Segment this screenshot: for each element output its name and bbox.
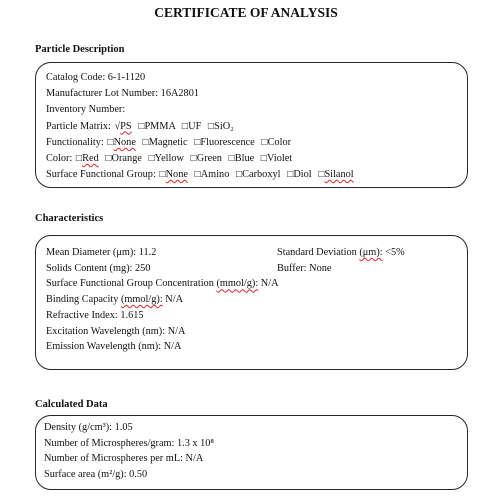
- lot-number-label: Manufacturer Lot Number:: [46, 88, 159, 100]
- surface-area-value: 0.50: [129, 468, 148, 480]
- standard-deviation-field: [277, 245, 405, 261]
- particle-matrix-option-pmma: [138, 121, 175, 132]
- mean-diameter-value: 11.2: [138, 247, 157, 258]
- color-option-red: [76, 153, 99, 164]
- refractive-index-value: 1.615: [120, 309, 144, 321]
- emission-wavelength-label: Emission Wavelength: [46, 341, 136, 353]
- solids-content-label: Solids Content: [46, 262, 107, 274]
- option-label-magnetic: Magnetic: [148, 136, 188, 148]
- functionality-option-fluorescence: [194, 137, 255, 148]
- option-label-green: Green: [196, 153, 222, 165]
- color-option-yellow: [148, 153, 184, 164]
- excitation-wavelength-row: [46, 324, 467, 340]
- microspheres-per-gram-label: Number of Microspheres/gram:: [44, 437, 175, 449]
- checkbox-icon: □: [261, 136, 268, 148]
- lot-number-value: 16A2801: [160, 88, 199, 100]
- checkbox-icon: □: [107, 136, 114, 148]
- option-label-none: None: [113, 136, 136, 148]
- checkbox-icon: □: [194, 136, 201, 148]
- inventory-number-label: Inventory Number:: [46, 104, 126, 116]
- surface-group-option-carboxyl: [236, 169, 281, 180]
- standard-deviation-label: Standard Deviation: [277, 247, 357, 258]
- checkbox-icon: □: [105, 153, 112, 165]
- functionality-option-color: [261, 137, 291, 148]
- surface-group-option-silanol: [318, 169, 353, 180]
- option-label-orange: Orange: [111, 153, 142, 165]
- option-label-none: None: [165, 169, 188, 181]
- option-label-ps: PS: [120, 120, 132, 132]
- surface-group-concentration-row: [46, 276, 467, 292]
- checkbox-icon: □: [142, 136, 149, 148]
- binding-capacity-value: N/A: [165, 294, 184, 306]
- color-option-blue: [229, 153, 255, 164]
- surface-group-option-none: [159, 169, 188, 180]
- surface-functional-group-row: [46, 167, 467, 183]
- mean-diameter-field: [46, 245, 277, 261]
- microspheres-per-gram-row: [44, 436, 467, 452]
- surface-group-option-diol: [287, 169, 312, 180]
- option-label-blue: Blue: [234, 153, 255, 165]
- option-label-red: Red: [82, 153, 99, 165]
- surface-group-concentration-label: Surface Functional Group Concentration: [46, 278, 214, 290]
- surface-area-label: Surface area: [44, 468, 96, 480]
- surface-functional-group-label: Surface Functional Group:: [46, 169, 156, 181]
- solids-buffer-row: [46, 261, 467, 277]
- calculated-data-box: [35, 415, 468, 490]
- option-label-yellow: Yellow: [154, 153, 184, 165]
- color-option-violet: [261, 153, 292, 164]
- option-label-silanol: Silanol: [324, 169, 354, 181]
- checkbox-icon: □: [159, 169, 166, 181]
- surface-area-unit: (m²/g):: [97, 468, 127, 480]
- emission-wavelength-value: N/A: [163, 341, 182, 353]
- density-value: 1.05: [114, 422, 133, 433]
- checkbox-icon: □: [228, 153, 235, 165]
- inventory-number-row: [46, 102, 467, 118]
- checkmark-icon: √: [114, 120, 121, 132]
- density-unit: (g/cm³):: [78, 422, 113, 433]
- checkbox-icon: □: [318, 169, 325, 181]
- particle-matrix-label: Particle Matrix:: [46, 120, 111, 132]
- lot-number-row: [46, 86, 467, 102]
- surface-area-row: [44, 467, 467, 483]
- catalog-code-label: Catalog Code:: [46, 72, 106, 83]
- mean-diameter-unit: (μm):: [112, 247, 137, 258]
- binding-capacity-label: Binding Capacity: [46, 294, 119, 306]
- checkbox-icon: □: [190, 153, 197, 165]
- excitation-wavelength-label: Excitation Wavelength: [46, 325, 140, 337]
- option-label-carboxyl: Carboxyl: [242, 169, 281, 181]
- solids-content-unit: (mg):: [109, 262, 133, 274]
- buffer-field: [277, 261, 331, 277]
- checkbox-icon: □: [148, 153, 155, 165]
- option-label-violet: Violet: [267, 153, 293, 165]
- buffer-value: None: [309, 262, 332, 274]
- microspheres-per-ml-row: [44, 451, 467, 467]
- color-row: [46, 151, 467, 167]
- particle-matrix-option-ps: [115, 121, 132, 132]
- catalog-code-row: [46, 70, 467, 86]
- binding-capacity-row: [46, 292, 467, 308]
- checkbox-icon: □: [194, 169, 201, 181]
- checkbox-icon: □: [207, 120, 215, 132]
- surface-group-concentration-unit: (mmol/g):: [216, 278, 259, 290]
- emission-wavelength-row: [46, 339, 467, 355]
- refractive-index-label: Refractive Index:: [46, 309, 118, 321]
- checkbox-icon: □: [75, 153, 83, 165]
- mean-diameter-label: Mean Diameter: [46, 247, 111, 258]
- emission-wavelength-unit: (nm):: [138, 341, 162, 353]
- functionality-row: [46, 135, 467, 151]
- color-label: Color:: [46, 153, 73, 165]
- diameter-deviation-row: [46, 245, 467, 261]
- refractive-index-row: [46, 308, 467, 324]
- particle-description-heading: Particle Description: [35, 44, 125, 55]
- particle-matrix-option-sio2: [208, 121, 234, 132]
- standard-deviation-value: <5%: [385, 247, 405, 258]
- particle-matrix-option-uf: [182, 121, 201, 132]
- option-label-color: Color: [267, 136, 292, 148]
- characteristics-box: [35, 235, 468, 370]
- surface-group-option-amino: [195, 169, 230, 180]
- solids-content-field: [46, 261, 277, 277]
- color-option-green: [191, 153, 222, 164]
- option-label-sio2: SiO₂: [214, 120, 234, 132]
- excitation-wavelength-unit: (nm):: [142, 325, 166, 337]
- particle-matrix-row: [46, 119, 467, 135]
- microspheres-per-gram-value: 1.3 x 10⁸: [176, 437, 215, 449]
- buffer-label: Buffer:: [277, 262, 307, 274]
- option-label-diol: Diol: [293, 169, 312, 181]
- checkbox-icon: □: [260, 153, 268, 165]
- checkbox-icon: □: [181, 120, 189, 132]
- functionality-label: Functionality:: [46, 136, 104, 148]
- option-label-amino: Amino: [200, 169, 230, 181]
- standard-deviation-unit: (μm):: [359, 247, 383, 258]
- density-label: Density: [44, 422, 77, 433]
- density-row: [44, 420, 467, 436]
- calculated-data-heading: Calculated Data: [35, 399, 108, 410]
- microspheres-per-ml-value: N/A: [185, 453, 204, 465]
- excitation-wavelength-value: N/A: [167, 325, 186, 337]
- checkbox-icon: □: [287, 169, 294, 181]
- functionality-option-magnetic: [142, 137, 187, 148]
- functionality-option-none: [107, 137, 136, 148]
- characteristics-heading: Characteristics: [35, 213, 104, 224]
- checkbox-icon: □: [235, 169, 243, 181]
- option-label-fluorescence: Fluorescence: [200, 136, 255, 148]
- particle-description-box: [35, 62, 468, 188]
- document-title: CERTIFICATE OF ANALYSIS: [154, 5, 338, 20]
- checkbox-icon: □: [138, 120, 145, 132]
- option-label-uf: UF: [188, 120, 202, 132]
- solids-content-value: 250: [134, 262, 151, 274]
- surface-group-concentration-value: N/A: [260, 278, 279, 290]
- binding-capacity-unit: (mmol/g):: [120, 294, 163, 306]
- catalog-code-value: 6-1-1120: [107, 72, 146, 83]
- microspheres-per-ml-label: Number of Microspheres per mL:: [44, 453, 183, 465]
- option-label-pmma: PMMA: [144, 120, 176, 132]
- color-option-orange: [105, 153, 142, 164]
